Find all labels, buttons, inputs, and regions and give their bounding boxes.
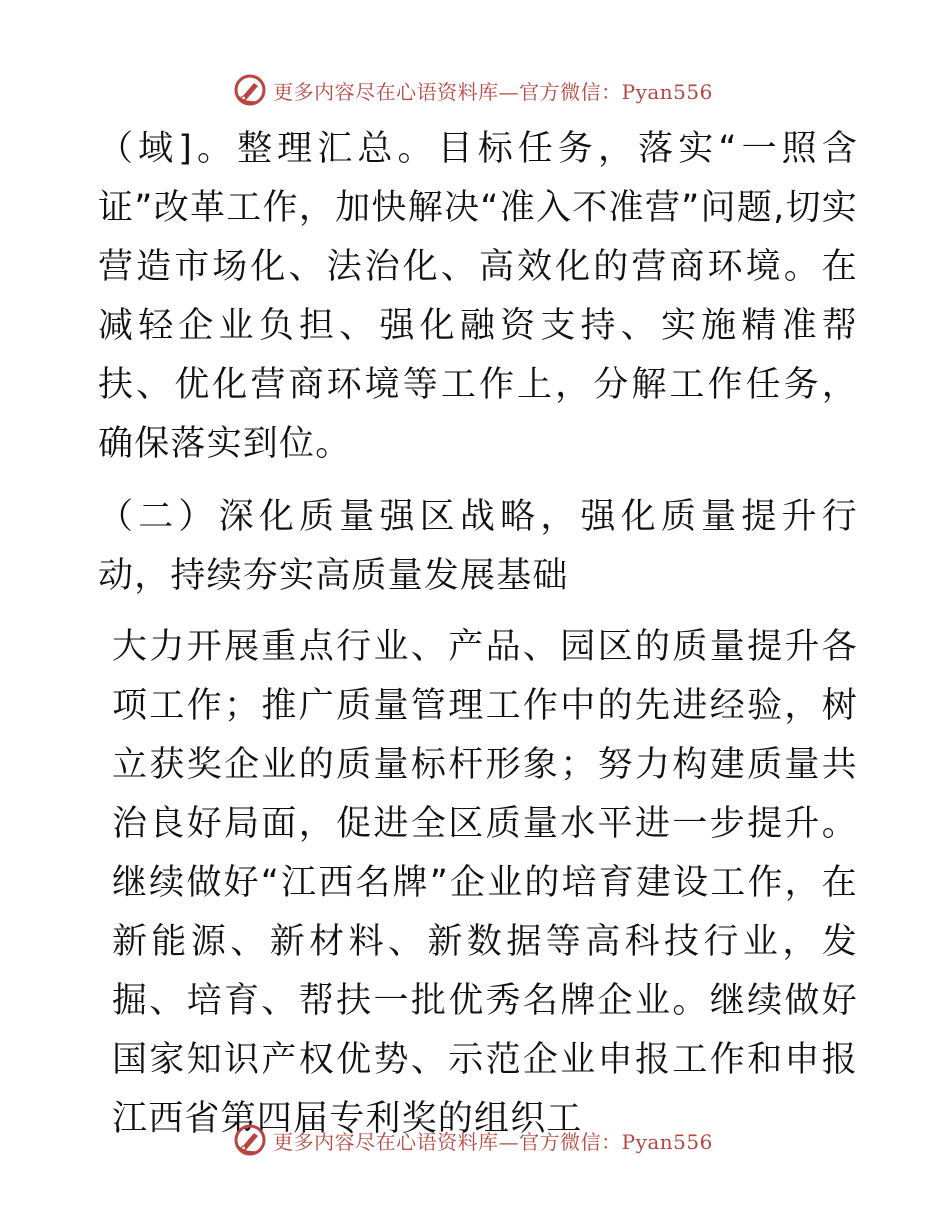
pen-seal-icon — [233, 73, 267, 107]
paragraph-intro: （域]。整理汇总。目标任务，落实“一照含证”改革工作，加快解决“准入不准营”问题,切实营造市场化、法治化、高效化的营商环境。在减轻企业负担、强化融资支持、实施精准帮扶、优化营商环境等工作上，分解工作任务，确保落实到位。 — [98, 129, 858, 464]
footer-watermark — [0, 1120, 950, 1160]
pen-seal-icon — [233, 1123, 267, 1157]
watermark-text: 更多内容尽在心语资料库—官方微信：Pyan556 — [273, 79, 713, 104]
watermark-text: 更多内容尽在心语资料库—官方微信：Pyan556 — [273, 1129, 713, 1154]
section-heading: （二）深化质量强区战略，强化质量提升行动，持续夯实高质量发展基础 — [98, 497, 858, 596]
document-body — [98, 120, 858, 1149]
watermark-group — [233, 73, 713, 107]
watermark-group — [233, 1123, 713, 1157]
header-watermark — [0, 70, 950, 110]
paragraph-body: 大力开展重点行业、产品、园区的质量提升各项工作；推广质量管理工作中的先进经验，树立获奖企业的质量标杆形象；努力构建质量共治良好局面，促进全区质量水平进一步提升。继续做好“江西名牌”企业的培育建设工作，在新能源、新材料、新数据等高科技行业，发掘、培育、帮扶一批优秀名牌企业。继续做好国家知识产权优势、示范企业申报工作和申报江西省第四届专利奖的组织工 — [112, 627, 858, 1139]
